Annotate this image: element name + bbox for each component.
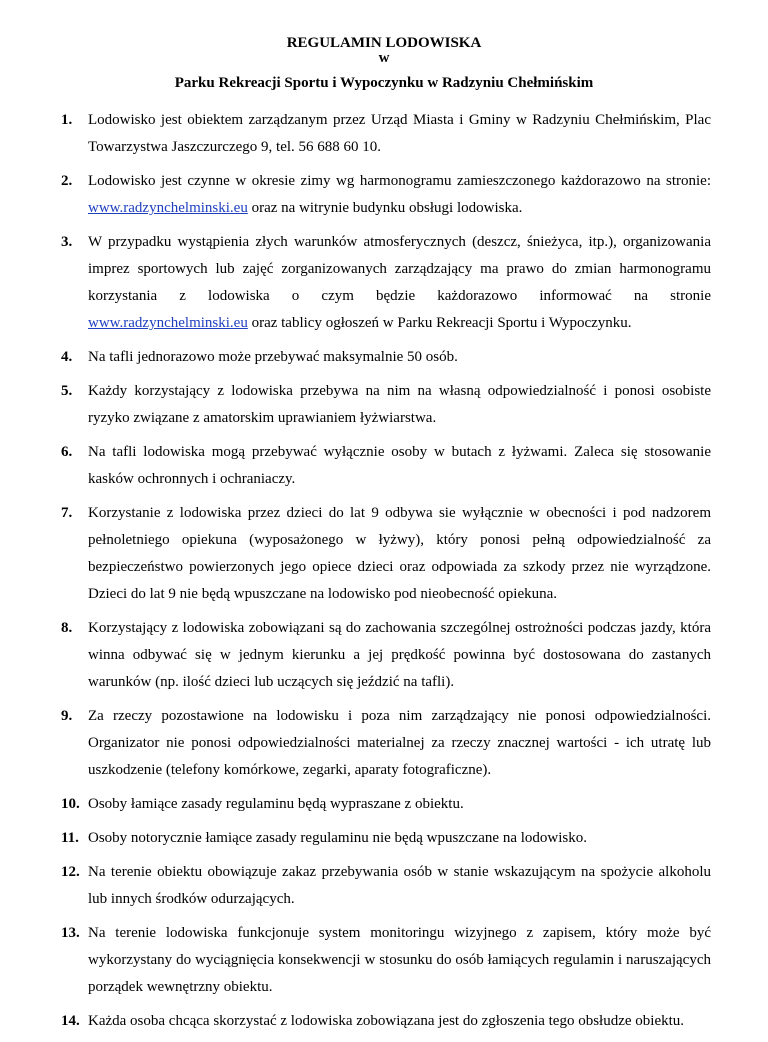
rule-item-10 bbox=[61, 791, 711, 818]
rules-list bbox=[61, 107, 711, 1042]
rule-text: Na tafli lodowiska mogą przebywać wyłącznie osoby w butach z łyżwami. Zaleca się stosowanie kasków ochronnych i ochraniaczy. bbox=[88, 444, 711, 487]
rule-number: 2. bbox=[61, 173, 73, 189]
rule-number: 4. bbox=[61, 349, 73, 365]
rule-number: 10. bbox=[61, 796, 80, 812]
rule-number: 3. bbox=[61, 234, 73, 250]
rule-number: 12. bbox=[61, 864, 80, 880]
rule-item-2 bbox=[61, 168, 711, 222]
rule-text: Na tafli jednorazowo może przebywać maksymalnie 50 osób. bbox=[88, 349, 458, 365]
rule-item-11 bbox=[61, 825, 711, 852]
rule-text-part: oraz na witrynie budynku obsługi lodowiska. bbox=[247, 200, 523, 216]
rule-text-part: Lodowisko jest czynne w okresie zimy wg harmonogramu zamieszczonego każdorazowo na stronie: bbox=[88, 173, 711, 189]
rule-item-4 bbox=[61, 344, 711, 371]
rule-item-3 bbox=[61, 229, 711, 337]
rule-text: Lodowisko jest obiektem zarządzanym przez Urząd Miasta i Gminy w Radzyniu Chełmińskim, Plac Towarzystwa Jaszczurczego 9, tel. 56 688 60 10. bbox=[88, 112, 711, 155]
rule-item-14 bbox=[61, 1008, 711, 1035]
rule-number: 11. bbox=[61, 830, 79, 846]
rule-text-part: oraz tablicy ogłoszeń w Parku Rekreacji Sportu i Wypoczynku. bbox=[247, 315, 632, 331]
rule-item-6 bbox=[61, 439, 711, 493]
rule-text: Osoby notorycznie łamiące zasady regulaminu nie będą wpuszczane na lodowisko. bbox=[88, 830, 587, 846]
rule-item-8 bbox=[61, 615, 711, 696]
rule-number: 5. bbox=[61, 383, 73, 399]
document-subtitle: Parku Rekreacji Sportu i Wypoczynku w Radzyniu Chełmińskim bbox=[174, 75, 594, 91]
document-title: REGULAMIN LODOWISKA bbox=[286, 35, 482, 51]
document-title-connector: w bbox=[378, 50, 390, 66]
rule-text: Każda osoba chcąca skorzystać z lodowiska zobowiązana jest do zgłoszenia tego obsłudze obiektu. bbox=[88, 1013, 685, 1029]
rule-text bbox=[88, 310, 711, 337]
rule-item-12 bbox=[61, 859, 711, 913]
rule-item-13 bbox=[61, 920, 711, 1001]
rule-text-part: W przypadku wystąpienia złych warunków atmosferycznych (deszcz, śnieżyca, itp.), organizowania imprez sportowych lub zajęć zorganizowanych zarządzający ma prawo do zmian harmonogramu korzystania z lodowiska o czym będzie każdorazowo informować na stronie bbox=[88, 234, 711, 304]
rule-number: 8. bbox=[61, 620, 73, 636]
rule-item-9 bbox=[61, 703, 711, 784]
website-link[interactable]: www.radzynchelminski.eu bbox=[88, 200, 248, 216]
rule-text: Korzystanie z lodowiska przez dzieci do lat 9 odbywa sie wyłącznie w obecności i pod nadzorem pełnoletniego opiekuna (wyposażonego w łyżwy), który ponosi pełną odpowiedzialność za bezpieczeństwo powierzonych jego opiece dzieci oraz odpowiada za szkody przez nie wyrządzone. Dzieci do lat 9 nie będą wpuszczane na lodowisko pod nieobecność opiekuna. bbox=[88, 505, 711, 602]
rule-item-7 bbox=[61, 500, 711, 608]
rule-text: Korzystający z lodowiska zobowiązani są do zachowania szczególnej ostrożności podczas jazdy, która winna odbywać się w jednym kierunku a jej prędkość powinna być dostosowana do zastanych warunków (np. ilość dzieci lub uczących się jeździć na tafli). bbox=[88, 620, 711, 690]
rule-item-1 bbox=[61, 107, 711, 161]
rule-number: 6. bbox=[61, 444, 73, 460]
rule-number: 7. bbox=[61, 505, 73, 521]
website-link[interactable]: www.radzynchelminski.eu bbox=[88, 315, 248, 331]
rule-number: 1. bbox=[61, 112, 73, 128]
rule-text: Na terenie lodowiska funkcjonuje system monitoringu wizyjnego z zapisem, który może być wykorzystany do wyciągnięcia konsekwencji w stosunku do osób łamiących regulamin i naruszających porządek wewnętrzny obiektu. bbox=[88, 925, 711, 995]
rule-text bbox=[88, 168, 711, 222]
rule-item-5 bbox=[61, 378, 711, 432]
rule-number: 14. bbox=[61, 1013, 80, 1029]
rule-number: 9. bbox=[61, 708, 73, 724]
rule-text: Za rzeczy pozostawione na lodowisku i poza nim zarządzający nie ponosi odpowiedzialności. Organizator nie ponosi odpowiedzialności materialnej za rzeczy znacznej wartości - ich utratę lub uszkodzenie (telefony komórkowe, zegarki, aparaty fotograficzne). bbox=[88, 708, 711, 778]
rule-text: Każdy korzystający z lodowiska przebywa na nim na własną odpowiedzialność i ponosi osobiste ryzyko związane z amatorskim uprawianiem łyżwiarstwa. bbox=[88, 383, 711, 426]
rule-number: 13. bbox=[61, 925, 80, 941]
rule-text: Na terenie obiektu obowiązuje zakaz przebywania osób w stanie wskazującym na spożycie alkoholu lub innych środków odurzających. bbox=[88, 864, 711, 907]
rule-text: Osoby łamiące zasady regulaminu będą wypraszane z obiektu. bbox=[88, 796, 464, 812]
